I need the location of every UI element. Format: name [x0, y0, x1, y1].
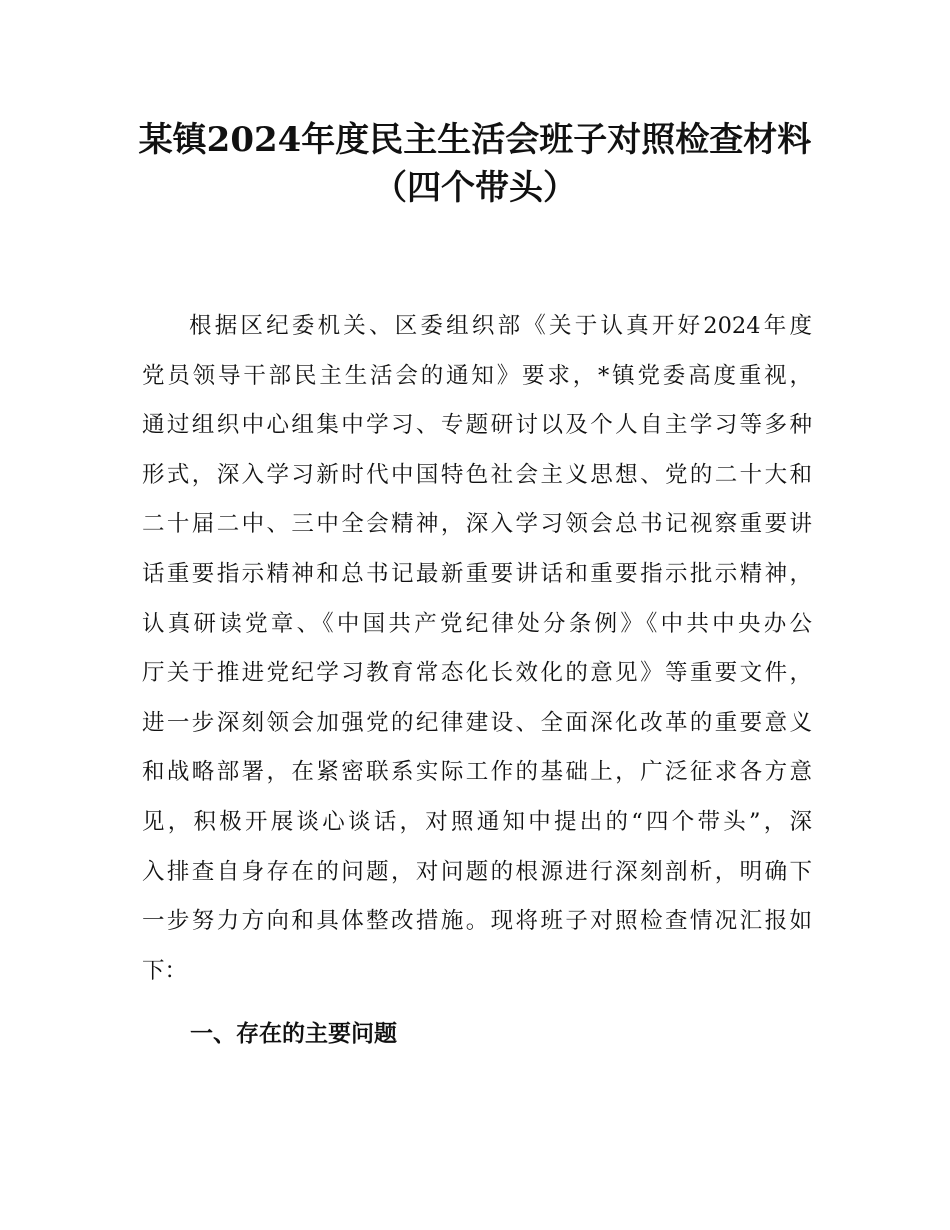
- paragraph-line: 下：: [142, 957, 188, 984]
- paragraph-line: 一步努力方向和具体整改措施。现将班子对照检查情况汇报如: [142, 908, 812, 935]
- paragraph-line: 和战略部署，在紧密联系实际工作的基础上，广泛征求各方意: [142, 759, 812, 786]
- paragraph-line: 进一步深刻领会加强党的纪律建设、全面深化改革的重要意义: [142, 709, 812, 736]
- paragraph-line: 形式，深入学习新时代中国特色社会主义思想、党的二十大和: [142, 461, 812, 488]
- paragraph-line: 二十届二中、三中全会精神，深入学习领会总书记视察重要讲: [142, 511, 812, 538]
- paragraph-line: 通过组织中心组集中学习、专题研讨以及个人自主学习等多种: [142, 412, 812, 439]
- paragraph-line: 厅关于推进党纪学习教育常态化长效化的意见》等重要文件，: [142, 660, 812, 687]
- section-heading: 一、存在的主要问题: [190, 1021, 397, 1047]
- paragraph-line: 认真研读党章、《中国共产党纪律处分条例》《中共中央办公: [142, 610, 812, 637]
- paragraph-line: 见，积极开展谈心谈话，对照通知中提出的“四个带头”，深: [142, 808, 812, 835]
- paragraph-line: 根据区纪委机关、区委组织部《关于认真开好2024年度: [189, 313, 812, 339]
- paragraph-line: 话重要指示精神和总书记最新重要讲话和重要指示批示精神，: [142, 560, 812, 587]
- document-title: 某镇2024年度民主生活会班子对照检查材料: [138, 120, 812, 160]
- paragraph-line: 党员领导干部民主生活会的通知》要求，*镇党委高度重视，: [142, 362, 812, 389]
- paragraph-line: 入排查自身存在的问题，对问题的根源进行深刻剖析，明确下: [142, 858, 812, 885]
- intro-paragraph: [142, 302, 812, 996]
- document-subtitle: （四个带头）: [373, 168, 577, 208]
